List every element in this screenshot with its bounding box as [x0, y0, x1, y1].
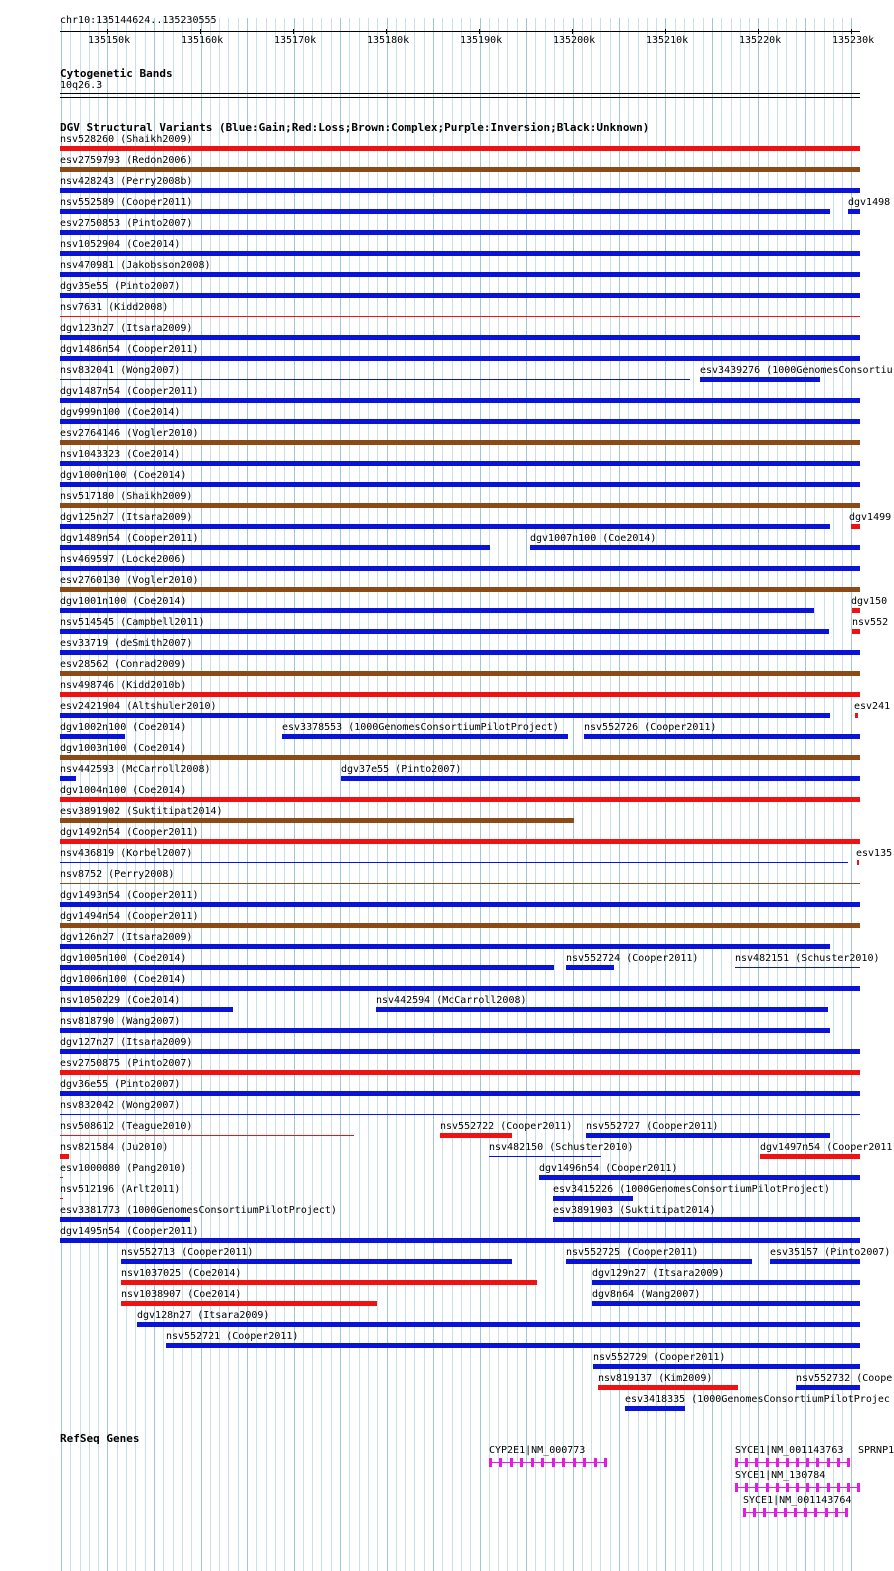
- variant-label[interactable]: esv135: [856, 848, 893, 859]
- gene-exon: [531, 1458, 534, 1467]
- variant-bar[interactable]: [60, 1049, 860, 1054]
- gene-exon: [604, 1458, 607, 1467]
- variant-label[interactable]: dgv1000n100 (Coe2014): [60, 470, 187, 481]
- variant-bar[interactable]: [60, 818, 574, 823]
- variant-label[interactable]: dgv128n27 (Itsara2009): [137, 1310, 270, 1321]
- ruler-tick-label: 135150k: [88, 35, 131, 46]
- variant-bar[interactable]: [852, 629, 860, 634]
- variant-label[interactable]: dgv35e55 (Pinto2007): [60, 281, 181, 292]
- variant-bar[interactable]: [625, 1406, 685, 1411]
- variant-label[interactable]: nsv818790 (Wang2007): [60, 1016, 181, 1027]
- variant-bar[interactable]: [376, 1007, 828, 1012]
- region-coordinates: chr10:135144624..135230555: [60, 15, 217, 26]
- gene-exon: [827, 1483, 830, 1492]
- gene-exon: [796, 1483, 799, 1492]
- dgv-track-title: DGV Structural Variants (Blue:Gain;Red:Loss;Brown:Complex;Purple:Inversion;Black:Unknown): [60, 121, 650, 134]
- variant-bar[interactable]: [60, 316, 860, 317]
- gene-exon: [776, 1483, 779, 1492]
- variant-label[interactable]: nsv512196 (Arlt2011): [60, 1184, 181, 1195]
- variant-label[interactable]: esv35157 (Pinto2007): [770, 1247, 891, 1258]
- variant-label[interactable]: nsv8752 (Perry2008): [60, 869, 175, 880]
- variant-label[interactable]: dgv1495n54 (Cooper2011): [60, 1226, 199, 1237]
- gene-exon: [520, 1458, 523, 1467]
- gene-exon: [804, 1508, 807, 1517]
- variant-bar[interactable]: [796, 1385, 860, 1390]
- variant-bar[interactable]: [60, 419, 860, 424]
- gene-exon: [594, 1458, 597, 1467]
- variant-bar[interactable]: [60, 839, 860, 844]
- gene-exon: [784, 1508, 787, 1517]
- gene-exon: [489, 1458, 492, 1467]
- gene-exon: [814, 1508, 817, 1517]
- variant-label[interactable]: nsv552726 (Cooper2011): [584, 722, 717, 733]
- variant-label[interactable]: dgv150: [851, 596, 888, 607]
- variant-bar[interactable]: [700, 377, 820, 382]
- variant-bar[interactable]: [60, 776, 76, 781]
- variant-bar[interactable]: [60, 566, 860, 571]
- variant-label[interactable]: esv1000080 (Pang2010): [60, 1163, 187, 1174]
- variant-bar[interactable]: [60, 629, 829, 634]
- variant-bar[interactable]: [848, 209, 860, 214]
- gene-exon: [755, 1483, 758, 1492]
- variant-label[interactable]: dgv1487n54 (Cooper2011): [60, 386, 199, 397]
- variant-bar[interactable]: [60, 209, 830, 214]
- ruler-tick-label: 135160k: [181, 35, 224, 46]
- variant-label[interactable]: nsv517180 (Shaikh2009): [60, 491, 193, 502]
- gene-exon: [499, 1458, 502, 1467]
- variant-bar[interactable]: [60, 1217, 190, 1222]
- ruler-tick: [665, 29, 666, 34]
- variant-bar[interactable]: [735, 967, 860, 968]
- variant-bar[interactable]: [851, 524, 860, 529]
- variant-label[interactable]: nsv442594 (McCarroll2008): [376, 995, 527, 1006]
- variant-bar[interactable]: [592, 1280, 860, 1285]
- gene-exon: [816, 1458, 819, 1467]
- variant-label[interactable]: dgv1006n100 (Coe2014): [60, 974, 187, 985]
- variant-bar[interactable]: [553, 1217, 860, 1222]
- variant-label[interactable]: dgv1004n100 (Coe2014): [60, 785, 187, 796]
- gene-exon: [827, 1458, 830, 1467]
- variant-bar[interactable]: [60, 524, 830, 529]
- gene-label[interactable]: SYCE1|NM_130784: [735, 1470, 826, 1481]
- variant-label[interactable]: dgv1005n100 (Coe2014): [60, 953, 187, 964]
- variant-bar[interactable]: [60, 482, 860, 487]
- gene-exon: [794, 1508, 797, 1517]
- variant-bar[interactable]: [60, 671, 860, 676]
- variant-label[interactable]: dgv123n27 (Itsara2009): [60, 323, 193, 334]
- variant-bar[interactable]: [60, 293, 860, 298]
- variant-label[interactable]: nsv552727 (Cooper2011): [586, 1121, 719, 1132]
- gene-exon: [755, 1458, 758, 1467]
- variant-bar[interactable]: [857, 860, 859, 865]
- variant-label[interactable]: dgv1002n100 (Coe2014): [60, 722, 187, 733]
- variant-label[interactable]: dgv999n100 (Coe2014): [60, 407, 181, 418]
- variant-label[interactable]: esv241: [854, 701, 891, 712]
- gene-exon: [796, 1458, 799, 1467]
- gene-label[interactable]: SYCE1|NM_001143763: [735, 1445, 844, 1456]
- variant-bar[interactable]: [166, 1343, 860, 1348]
- variant-label[interactable]: dgv1007n100 (Coe2014): [530, 533, 657, 544]
- variant-bar[interactable]: [60, 167, 860, 172]
- variant-label[interactable]: nsv832041 (Wong2007): [60, 365, 181, 376]
- ruler-tick-label: 135230k: [832, 35, 875, 46]
- variant-bar[interactable]: [539, 1175, 860, 1180]
- variant-bar[interactable]: [60, 1177, 63, 1178]
- variant-label[interactable]: nsv1052904 (Coe2014): [60, 239, 181, 250]
- gene-label[interactable]: SPRNP1: [858, 1445, 894, 1456]
- gene-exon: [562, 1458, 565, 1467]
- refseq-track-title: RefSeq Genes: [60, 1432, 140, 1445]
- ruler-tick-label: 135190k: [460, 35, 503, 46]
- variant-label[interactable]: dgv126n27 (Itsara2009): [60, 932, 193, 943]
- variant-bar[interactable]: [60, 1198, 63, 1199]
- variant-label[interactable]: dgv1003n100 (Coe2014): [60, 743, 187, 754]
- gene-intron-line[interactable]: [735, 1462, 850, 1463]
- variant-bar[interactable]: [60, 650, 860, 655]
- gene-exon: [847, 1458, 850, 1467]
- variant-label[interactable]: nsv508612 (Teague2010): [60, 1121, 193, 1132]
- variant-label[interactable]: dgv1499: [849, 512, 892, 523]
- variant-bar[interactable]: [60, 923, 860, 928]
- variant-label[interactable]: esv2759793 (Redon2006): [60, 155, 193, 166]
- gene-exon: [857, 1483, 860, 1492]
- gene-exon: [763, 1508, 766, 1517]
- gene-exon: [743, 1508, 746, 1517]
- variant-bar[interactable]: [770, 1259, 860, 1264]
- variant-label[interactable]: nsv819137 (Kim2009): [598, 1373, 713, 1384]
- variant-bar[interactable]: [60, 503, 860, 508]
- variant-bar[interactable]: [60, 1114, 860, 1115]
- variant-bar[interactable]: [60, 230, 860, 235]
- ruler-tick: [479, 29, 480, 34]
- variant-label[interactable]: esv3415226 (1000GenomesConsortiumPilotProject): [553, 1184, 830, 1195]
- gene-exon: [816, 1483, 819, 1492]
- variant-label[interactable]: nsv1038907 (Coe2014): [121, 1289, 242, 1300]
- variant-label[interactable]: nsv552722 (Cooper2011): [440, 1121, 573, 1132]
- ruler-tick: [386, 29, 387, 34]
- ruler-axis: [60, 31, 860, 32]
- ruler-tick-label: 135170k: [274, 35, 317, 46]
- gene-exon: [837, 1458, 840, 1467]
- variant-label[interactable]: dgv1489n54 (Cooper2011): [60, 533, 199, 544]
- gene-exon: [786, 1458, 789, 1467]
- ruler-tick: [572, 29, 573, 34]
- variant-bar[interactable]: [60, 272, 860, 277]
- ruler-tick: [758, 29, 759, 34]
- variant-bar[interactable]: [60, 965, 554, 970]
- variant-bar[interactable]: [60, 1007, 233, 1012]
- gene-exon: [847, 1483, 850, 1492]
- ruler-tick-label: 135200k: [553, 35, 596, 46]
- variant-bar[interactable]: [760, 1154, 860, 1159]
- variant-label[interactable]: dgv8n64 (Wang2007): [592, 1289, 701, 1300]
- variant-label[interactable]: nsv528260 (Shaikh2009): [60, 134, 193, 145]
- gene-exon: [837, 1483, 840, 1492]
- gene-exon: [845, 1508, 848, 1517]
- gene-exon: [835, 1508, 838, 1517]
- variant-bar[interactable]: [60, 1070, 860, 1075]
- variant-bar[interactable]: [60, 440, 860, 445]
- gene-exon: [776, 1458, 779, 1467]
- variant-bar[interactable]: [60, 146, 860, 151]
- ruler-tick: [200, 29, 201, 34]
- variant-bar[interactable]: [121, 1259, 512, 1264]
- ruler-tick: [107, 29, 108, 34]
- variant-bar[interactable]: [60, 335, 860, 340]
- gene-exon: [735, 1483, 738, 1492]
- gene-exon: [825, 1508, 828, 1517]
- variant-bar[interactable]: [586, 1133, 830, 1138]
- gene-exon: [583, 1458, 586, 1467]
- variant-bar[interactable]: [60, 188, 860, 193]
- variant-bar[interactable]: [440, 1133, 512, 1138]
- variant-label[interactable]: dgv1498: [848, 197, 891, 208]
- cytoband-track-title: Cytogenetic Bands: [60, 67, 173, 80]
- variant-bar[interactable]: [60, 379, 690, 380]
- gene-exon: [806, 1458, 809, 1467]
- variant-label[interactable]: nsv7631 (Kidd2008): [60, 302, 169, 313]
- variant-label[interactable]: dgv1001n100 (Coe2014): [60, 596, 187, 607]
- cytoband-line-bottom: [60, 97, 860, 98]
- cytoband-line-top: [60, 93, 860, 94]
- gene-exon: [774, 1508, 777, 1517]
- gene-exon: [806, 1483, 809, 1492]
- variant-bar[interactable]: [60, 1154, 69, 1159]
- variant-bar[interactable]: [60, 755, 860, 760]
- variant-bar[interactable]: [60, 862, 848, 863]
- variant-bar[interactable]: [566, 965, 614, 970]
- ruler-tick-label: 135210k: [646, 35, 689, 46]
- variant-bar[interactable]: [584, 734, 860, 739]
- variant-label[interactable]: dgv1497n54 (Cooper2011: [760, 1142, 893, 1153]
- variant-label[interactable]: esv33719 (deSmith2007): [60, 638, 193, 649]
- variant-label[interactable]: dgv1492n54 (Cooper2011): [60, 827, 199, 838]
- variant-bar[interactable]: [341, 776, 860, 781]
- variant-bar[interactable]: [137, 1322, 860, 1327]
- variant-bar[interactable]: [530, 545, 860, 550]
- variant-bar[interactable]: [121, 1301, 377, 1306]
- variant-bar[interactable]: [60, 608, 814, 613]
- variant-label[interactable]: nsv1050229 (Coe2014): [60, 995, 181, 1006]
- variant-bar[interactable]: [60, 1028, 830, 1033]
- variant-bar[interactable]: [60, 1135, 354, 1136]
- gene-exon: [573, 1458, 576, 1467]
- variant-label[interactable]: esv2750853 (Pinto2007): [60, 218, 193, 229]
- variant-label[interactable]: dgv36e55 (Pinto2007): [60, 1079, 181, 1090]
- variant-label[interactable]: nsv469597 (Locke2006): [60, 554, 187, 565]
- variant-bar[interactable]: [852, 608, 860, 613]
- variant-label[interactable]: nsv552721 (Cooper2011): [166, 1331, 299, 1342]
- gene-exon: [766, 1458, 769, 1467]
- variant-bar[interactable]: [598, 1385, 738, 1390]
- variant-label[interactable]: esv3378553 (1000GenomesConsortiumPilotProject): [282, 722, 559, 733]
- variant-label[interactable]: dgv125n27 (Itsara2009): [60, 512, 193, 523]
- variant-bar[interactable]: [60, 797, 860, 802]
- gene-label[interactable]: SYCE1|NM_001143764: [743, 1495, 852, 1506]
- cytoband-label: 10q26.3: [60, 80, 103, 91]
- gene-exon: [552, 1458, 555, 1467]
- variant-label[interactable]: nsv442593 (McCarroll2008): [60, 764, 211, 775]
- variant-label[interactable]: dgv129n27 (Itsara2009): [592, 1268, 725, 1279]
- variant-bar[interactable]: [60, 587, 860, 592]
- variant-label[interactable]: dgv37e55 (Pinto2007): [341, 764, 462, 775]
- variant-bar[interactable]: [592, 1301, 860, 1306]
- gene-exon: [745, 1458, 748, 1467]
- variant-label[interactable]: nsv428243 (Perry2008b): [60, 176, 193, 187]
- variant-bar[interactable]: [60, 986, 860, 991]
- gene-exon: [745, 1483, 748, 1492]
- variant-bar[interactable]: [60, 545, 490, 550]
- ruler-tick-label: 135180k: [367, 35, 410, 46]
- gene-exon: [541, 1458, 544, 1467]
- variant-bar[interactable]: [121, 1280, 537, 1285]
- variant-label[interactable]: nsv552732 (Coope: [796, 1373, 893, 1384]
- variant-label[interactable]: nsv821584 (Ju2010): [60, 1142, 169, 1153]
- variant-label[interactable]: nsv832042 (Wong2007): [60, 1100, 181, 1111]
- variant-bar[interactable]: [489, 1156, 601, 1157]
- variant-bar[interactable]: [60, 692, 860, 697]
- variant-bar[interactable]: [566, 1259, 752, 1264]
- variant-label[interactable]: esv28562 (Conrad2009): [60, 659, 187, 670]
- variant-label[interactable]: nsv1037025 (Coe2014): [121, 1268, 242, 1279]
- ruler-tick-label: 135220k: [739, 35, 782, 46]
- variant-bar[interactable]: [593, 1364, 860, 1369]
- variant-label[interactable]: nsv552713 (Cooper2011): [121, 1247, 254, 1258]
- variant-bar[interactable]: [60, 883, 860, 884]
- variant-label[interactable]: dgv1494n54 (Cooper2011): [60, 911, 199, 922]
- variant-bar[interactable]: [60, 1091, 860, 1096]
- variant-bar[interactable]: [60, 356, 860, 361]
- variant-label[interactable]: nsv552725 (Cooper2011): [566, 1247, 699, 1258]
- gene-intron-line[interactable]: [489, 1462, 607, 1463]
- gene-exon: [766, 1483, 769, 1492]
- variant-label[interactable]: nsv436819 (Korbel2007): [60, 848, 193, 859]
- gene-exon: [735, 1458, 738, 1467]
- variant-label[interactable]: esv3381773 (1000GenomesConsortiumPilotProject): [60, 1205, 337, 1216]
- variant-label[interactable]: nsv482150 (Schuster2010): [489, 1142, 634, 1153]
- variant-bar[interactable]: [60, 713, 830, 718]
- variant-bar[interactable]: [60, 251, 860, 256]
- variant-label[interactable]: esv2750875 (Pinto2007): [60, 1058, 193, 1069]
- gene-exon: [786, 1483, 789, 1492]
- variant-label[interactable]: nsv514545 (Campbell2011): [60, 617, 205, 628]
- ruler-tick: [851, 29, 852, 34]
- variant-bar[interactable]: [60, 398, 860, 403]
- variant-bar[interactable]: [553, 1196, 633, 1201]
- gene-label[interactable]: CYP2E1|NM_000773: [489, 1445, 586, 1456]
- variant-label[interactable]: nsv552729 (Cooper2011): [593, 1352, 726, 1363]
- variant-label[interactable]: nsv498746 (Kidd2010b): [60, 680, 187, 691]
- variant-label[interactable]: nsv552: [852, 617, 889, 628]
- variant-label[interactable]: esv3418335 (1000GenomesConsortiumPilotProjec: [625, 1394, 890, 1405]
- variant-label[interactable]: dgv1493n54 (Cooper2011): [60, 890, 199, 901]
- ruler-tick: [293, 29, 294, 34]
- variant-bar[interactable]: [60, 734, 125, 739]
- variant-label[interactable]: dgv1496n54 (Cooper2011): [539, 1163, 678, 1174]
- variant-label[interactable]: esv3891903 (Suktitipat2014): [553, 1205, 716, 1216]
- variant-bar[interactable]: [60, 902, 860, 907]
- gene-exon: [753, 1508, 756, 1517]
- variant-label[interactable]: dgv1486n54 (Cooper2011): [60, 344, 199, 355]
- variant-bar[interactable]: [282, 734, 568, 739]
- variant-label[interactable]: esv3439276 (1000GenomesConsortiu: [700, 365, 893, 376]
- variant-label[interactable]: esv2764146 (Vogler2010): [60, 428, 199, 439]
- variant-bar[interactable]: [60, 461, 860, 466]
- variant-label[interactable]: nsv1043323 (Coe2014): [60, 449, 181, 460]
- variant-bar[interactable]: [60, 944, 830, 949]
- variant-label[interactable]: esv3891902 (Suktitipat2014): [60, 806, 223, 817]
- variant-label[interactable]: esv2421904 (Altshuler2010): [60, 701, 217, 712]
- variant-label[interactable]: nsv470981 (Jakobsson2008): [60, 260, 211, 271]
- variant-bar[interactable]: [855, 713, 858, 718]
- variant-label[interactable]: dgv127n27 (Itsara2009): [60, 1037, 193, 1048]
- variant-label[interactable]: esv2760130 (Vogler2010): [60, 575, 199, 586]
- variant-label[interactable]: nsv552724 (Cooper2011): [566, 953, 699, 964]
- variant-label[interactable]: nsv552589 (Cooper2011): [60, 197, 193, 208]
- gene-exon: [510, 1458, 513, 1467]
- variant-label[interactable]: nsv482151 (Schuster2010): [735, 953, 880, 964]
- variant-bar[interactable]: [60, 1238, 860, 1243]
